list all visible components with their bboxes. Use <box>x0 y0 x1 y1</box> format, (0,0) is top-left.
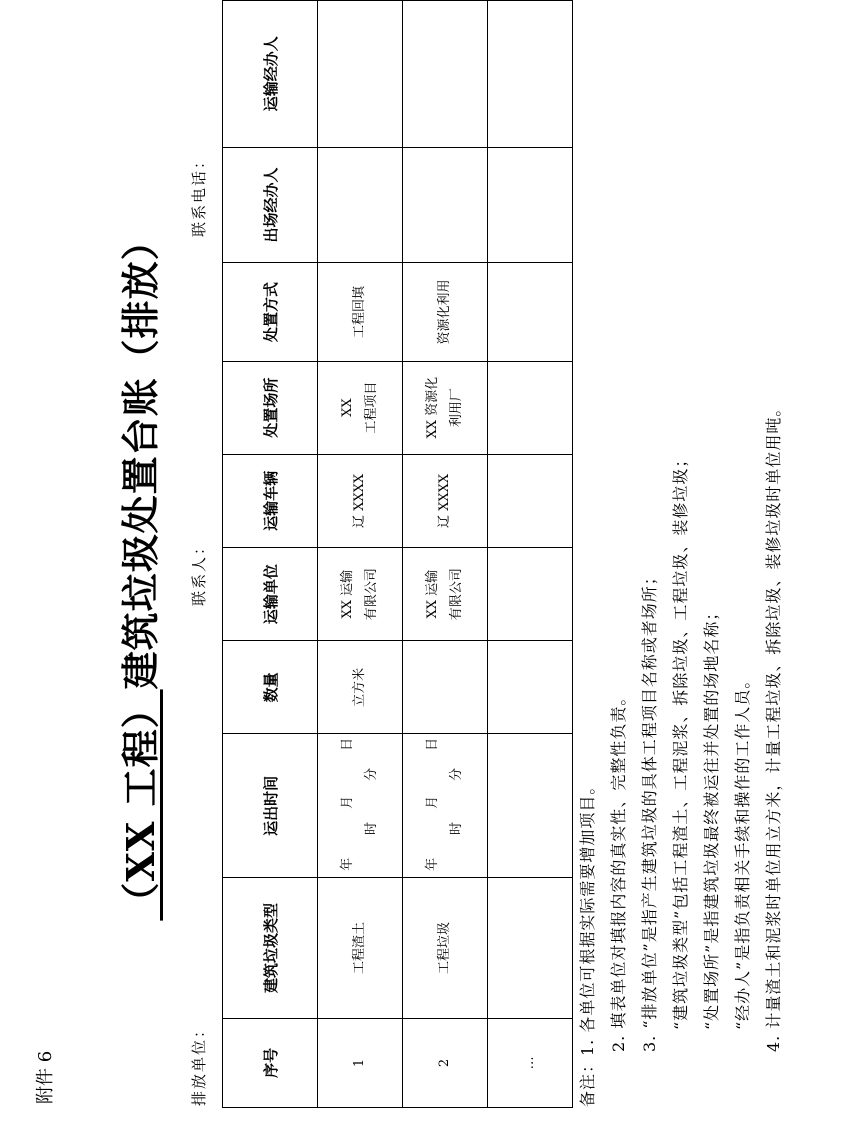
note-line: 3. “排放单位”是指产生建筑垃圾的具体工程项目名称或者场所； <box>640 568 659 1052</box>
cell-exit-handler <box>318 147 403 263</box>
cell-method: 资源化利用 <box>403 263 488 361</box>
cell-no: 1 <box>318 1018 403 1107</box>
cell-transport-handler <box>488 1 573 148</box>
table-row <box>403 1 488 1108</box>
cell-qty: 立方米 <box>318 641 403 734</box>
cell-transport-unit <box>318 548 403 641</box>
cell-transport-unit <box>488 548 573 641</box>
transport-unit-line1: XX 运输 <box>340 569 355 619</box>
cell-time <box>488 734 573 878</box>
cell-site <box>403 361 488 454</box>
document-title <box>110 0 165 1142</box>
table-row <box>488 1 573 1108</box>
note-line: “处置场所”是指建筑垃圾最终被运往并处置的场地名称； <box>702 603 721 1030</box>
note-line: “建筑垃圾类型”包括工程渣土、工程泥浆、拆除垃圾、工程垃圾、装修垃圾； <box>671 450 690 1030</box>
title-project: （XX 工程） <box>118 689 163 921</box>
site-line1: XX 资源化 <box>425 376 440 439</box>
header-transport-handler: 运输经办人 <box>223 1 318 148</box>
time-minute: 分 <box>449 767 464 781</box>
header-transport-unit: 运输单位 <box>223 548 318 641</box>
cell-vehicle: 辽 XXXX <box>318 454 403 547</box>
cell-no: 2 <box>403 1018 488 1107</box>
header-vehicle: 运输车辆 <box>223 454 318 547</box>
title-main: 建筑垃圾处置台账（排放） <box>118 221 163 690</box>
time-year: 年 <box>340 857 355 871</box>
transport-unit-line1: XX 运输 <box>425 569 440 619</box>
cell-vehicle <box>488 454 573 547</box>
cell-exit-handler <box>403 147 488 263</box>
note-line: “经办人”是指负责相关手续和操作的工作人员。 <box>733 671 752 1030</box>
site-line1: XX <box>340 398 355 417</box>
note-line: 2. 填表单位对填报内容的真实性、完整性负责。 <box>609 688 628 1052</box>
disposal-ledger-table <box>222 0 573 1108</box>
note-line: 备注：1. 各单位可根据实际需要增加项目。 <box>578 777 597 1107</box>
annex-label: 附件 6 <box>35 1050 56 1104</box>
contact-phone-label: 联系电话： <box>190 151 208 237</box>
cell-no: … <box>488 1018 573 1107</box>
table-row <box>318 1 403 1108</box>
time-minute: 分 <box>364 767 379 781</box>
site-line2: 利用厂 <box>449 388 464 428</box>
cell-qty <box>403 641 488 734</box>
header-type: 建筑垃圾类型 <box>223 878 318 1019</box>
time-year: 年 <box>425 857 440 871</box>
time-month: 月 <box>425 795 440 809</box>
cell-time <box>318 734 403 878</box>
time-hour: 时 <box>364 821 379 835</box>
header-exit-handler: 出场经办人 <box>223 147 318 263</box>
time-month: 月 <box>340 795 355 809</box>
contact-person-label: 联系人： <box>190 537 208 606</box>
header-time: 运出时间 <box>223 734 318 878</box>
cell-exit-handler <box>488 147 573 263</box>
cell-site <box>488 361 573 454</box>
time-day: 日 <box>340 737 355 751</box>
site-line2: 工程项目 <box>364 381 379 434</box>
header-site: 处置场所 <box>223 361 318 454</box>
note-line: 4. 计量渣土和泥浆时单位用立方米，计量工程垃圾、拆除垃圾、装修垃圾时单位用吨。 <box>764 399 783 1052</box>
cell-type <box>488 878 573 1019</box>
cell-transport-unit <box>403 548 488 641</box>
time-day: 日 <box>425 737 440 751</box>
cell-vehicle: 辽 XXXX <box>403 454 488 547</box>
cell-method <box>488 263 573 361</box>
header-row <box>223 1 318 1108</box>
cell-type: 工程渣土 <box>318 878 403 1019</box>
header-qty: 数量 <box>223 641 318 734</box>
cell-type: 工程垃圾 <box>403 878 488 1019</box>
discharge-unit-label: 排放单位： <box>190 1020 208 1106</box>
header-method: 处置方式 <box>223 263 318 361</box>
cell-transport-handler <box>403 1 488 148</box>
transport-unit-line2: 有限公司 <box>364 568 379 621</box>
time-hour: 时 <box>449 821 464 835</box>
transport-unit-line2: 有限公司 <box>449 568 464 621</box>
cell-site <box>318 361 403 454</box>
cell-time <box>403 734 488 878</box>
header-no: 序号 <box>223 1018 318 1107</box>
cell-method: 工程回填 <box>318 263 403 361</box>
cell-qty <box>488 641 573 734</box>
cell-transport-handler <box>318 1 403 148</box>
